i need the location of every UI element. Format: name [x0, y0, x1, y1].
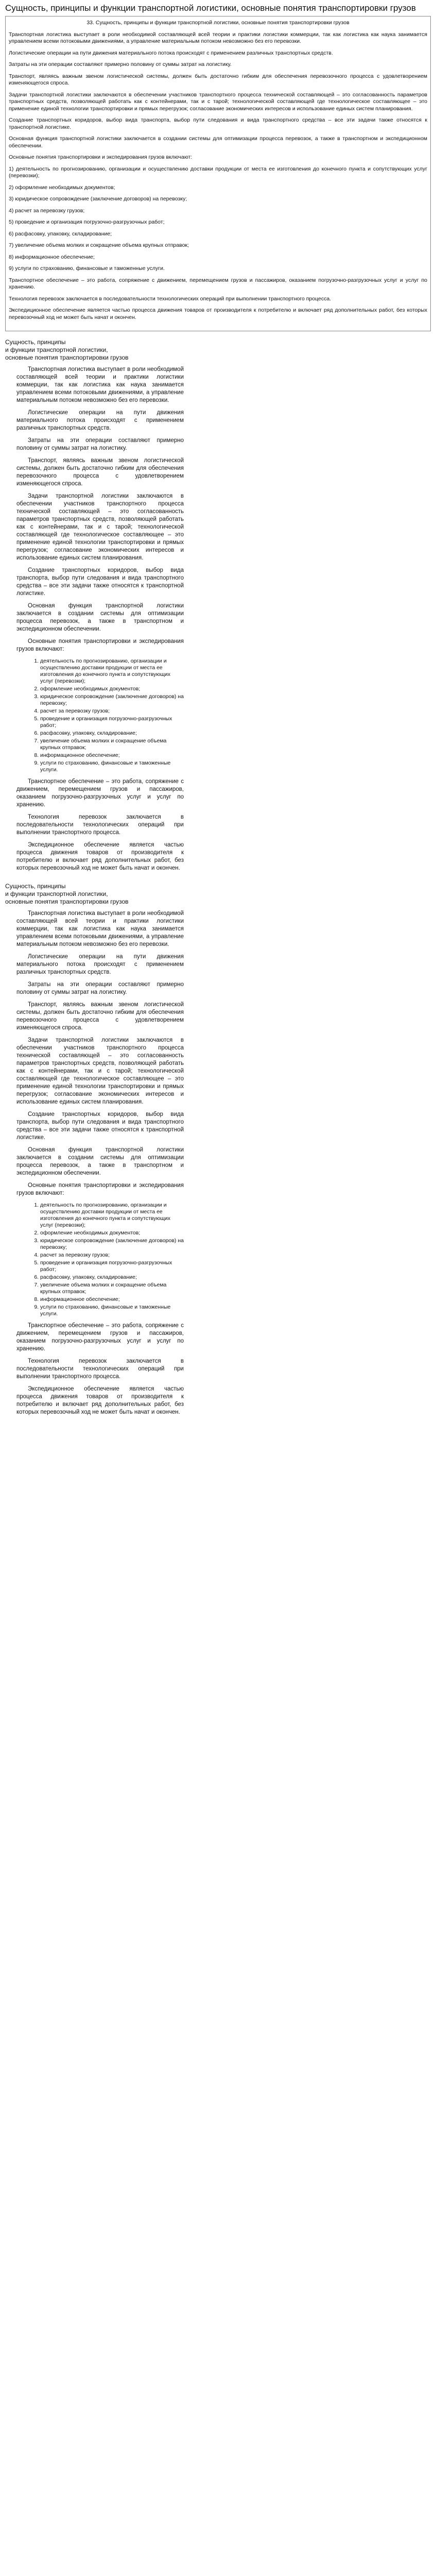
section-header-line: Сущность, принципы	[5, 338, 66, 346]
frame-paragraph: Логистические операции на пути движения материального потока происходят с применением различных транспортных средств.	[9, 49, 333, 56]
frame-paragraph: Экспедиционное обеспечение является частью процесса движения товаров от производителя к потребителю и включает ряд дополнительных работ, без которых перевозочный ход не может быть начат и окончен.	[9, 307, 427, 320]
article-paragraph: Транспортное обеспечение – это работа, сопряжение с движением, перемещением грузов и пассажиров, оказанием погрузочно-разгрузочных услуг и услуг по хранению.	[16, 778, 184, 808]
list-item: 4. расчет за перевозку грузов;	[40, 1252, 184, 1259]
section-header-line: основные понятия транспортировки грузов	[5, 898, 129, 905]
article-paragraph: Затраты на эти операции составляют примерно половину от суммы затрат на логистику.	[16, 437, 184, 451]
article-paragraph: Экспедиционное обеспечение является частью процесса движения товаров от производителя к потребителю и включает ряд дополнительных работ, без которых перевозочный ход не может быть начат и окончен.	[16, 1386, 184, 1415]
section-header-line: Сущность, принципы	[5, 883, 66, 890]
frame-paragraph: 4) расчет за перевозку грузов;	[9, 207, 85, 214]
list-item: 5. проведение и организация погрузочно-разгрузочных работ;	[40, 1260, 184, 1273]
section-header	[5, 883, 431, 906]
list-item: 1. деятельность по прогнозированию, организации и осуществлению доставки продукции от места ее изготовления до конечного пункта и сопутствующих услуг (перевозки);	[40, 658, 184, 685]
frame-paragraph: Транспортная логистика выступает в роли необходимой составляющей всей теории и практики логистики коммерции, так как логистика как наука занимается управлением всеми потоковыми движениями, а управление материальным потоком невозможно без его перевозки.	[9, 31, 427, 44]
frame-paragraph: 5) проведение и организация погрузочно-разгрузочных работ;	[9, 219, 165, 225]
article-paragraph: Технология перевозок заключается в последовательности технологических операций при выполнении транспортного процесса.	[16, 1358, 184, 1380]
section-header-line: и функции транспортной логистики,	[5, 346, 108, 353]
frame-paragraph: Транспортное обеспечение – это работа, сопряжение с движением, перемещением грузов и пассажиров, оказанием погрузочно-разгрузочных услуг и услуг по хранению.	[9, 277, 427, 290]
list-item: 6. расфасовку, упаковку, складирование;	[40, 730, 184, 737]
frame-paragraph: Создание транспортных коридоров, выбор вида транспорта, выбор пути следования и вида транспортного средства – все эти задачи также относятся к транспортной логистике.	[9, 117, 427, 130]
article-paragraph: Логистические операции на пути движения материального потока происходят с применением различных транспортных средств.	[16, 410, 184, 431]
article-list	[16, 658, 184, 773]
article-paragraph: Транспорт, являясь важным звеном логистической системы, должен быть достаточно гибким для обеспечения перевозочного процесса с удовлетворением изменяющегося спроса.	[16, 1002, 184, 1031]
article-paragraph: Затраты на эти операции составляют примерно половину от суммы затрат на логистику.	[16, 981, 184, 995]
frame-paragraph: Основные понятия транспортировки и экспедирования грузов включают:	[9, 154, 193, 160]
article-paragraph: Транспортная логистика выступает в роли необходимой составляющей всей теории и практики логистики коммерции, так как логистика как наука занимается управлением всеми потоковыми движениями, а управление материальным потоком невозможно без его перевозки.	[16, 366, 184, 403]
article-paragraph: Экспедиционное обеспечение является частью процесса движения товаров от производителя к потребителю и включает ряд дополнительных работ, без которых перевозочный ход не может быть начат и окончен.	[16, 842, 184, 871]
list-item: 9. услуги по страхованию, финансовые и таможенные услуги.	[40, 760, 184, 773]
list-item: 1. деятельность по прогнозированию, организации и осуществлению доставки продукции от места ее изготовления до конечного пункта и сопутствующих услуг (перевозки);	[40, 1202, 184, 1229]
article-paragraph: Основная функция транспортной логистики заключается в создании системы для оптимизации процесса перевозок, а также в транспортном и экспедиционном обеспечении.	[16, 1147, 184, 1176]
list-item: 2. оформление необходимых документов;	[40, 686, 184, 692]
frame-paragraph: Затраты на эти операции составляют примерно половину от суммы затрат на логистику.	[9, 61, 232, 67]
article-paragraph: Создание транспортных коридоров, выбор вида транспорта, выбор пути следования и вида транспортного средства – все эти задачи также относятся к транспортной логистике.	[16, 567, 184, 597]
article-paragraph: Основная функция транспортной логистики заключается в создании системы для оптимизации процесса перевозок, а также в транспортном и экспедиционном обеспечении.	[16, 603, 184, 632]
list-item: 2. оформление необходимых документов;	[40, 1230, 184, 1236]
frame-paragraph: 6) расфасовку, упаковку, складирование;	[9, 230, 112, 237]
frame-heading: 33. Сущность, принципы и функции транспортной логистики, основные понятия транспортировки грузов	[86, 20, 350, 26]
frame-paragraph: 1) деятельность по прогнозированию, организации и осуществлению доставки продукции от места ее изготовления до конечного пункта и сопутствующих услуг (перевозки);	[9, 165, 427, 179]
list-item: 7. увеличение объема молких и сокращение объема крупных отправок;	[40, 738, 184, 751]
list-item: 5. проведение и организация погрузочно-разгрузочных работ;	[40, 716, 184, 729]
list-item: 6. расфасовку, упаковку, складирование;	[40, 1274, 184, 1281]
article-column	[5, 366, 184, 872]
list-item: 3. юридическое сопровождение (заключение договоров) на перевозку;	[40, 693, 184, 707]
article-paragraph: Основные понятия транспортировки и экспедирования грузов включают:	[16, 638, 184, 652]
frame-paragraph: 9) услуги по страхованию, финансовые и таможенные услуги.	[9, 265, 165, 272]
article-paragraph: Технология перевозок заключается в последовательности технологических операций при выполнении транспортного процесса.	[16, 814, 184, 836]
section-header-line: основные понятия транспортировки грузов	[5, 354, 129, 361]
frame-paragraph: Задачи транспортной логистики заключаются в обеспечении участников транспортного процесса технической составляющей – это согласованность параметров транспортных средств, позволяющей работать как с контейнерами, так и с тарой; технологической составляющей где технологическое составляющее – это применение единой технологии транспортировки и прямых перегрузок; согласование экономических интересов и использование единых систем планирования.	[9, 91, 427, 112]
section-header-line: и функции транспортной логистики,	[5, 890, 108, 897]
article-paragraph: Транспортное обеспечение – это работа, сопряжение с движением, перемещением грузов и пассажиров, оказанием погрузочно-разгрузочных услуг и услуг по хранению.	[16, 1323, 184, 1352]
frame-paragraph: Транспорт, являясь важным звеном логистической системы, должен быть достаточно гибким для обеспечения перевозочного процесса с удовлетворением изменяющегося спроса.	[9, 73, 427, 86]
list-item: 4. расчет за перевозку грузов;	[40, 708, 184, 715]
frame-paragraph: 3) юридическое сопровождение (заключение договоров) на перевозку;	[9, 196, 187, 202]
frame-paragraph: 8) информационное обеспечение;	[9, 253, 95, 260]
article-column	[5, 910, 184, 1416]
article-paragraph: Логистические операции на пути движения материального потока происходят с применением различных транспортных средств.	[16, 954, 184, 975]
article-paragraph: Основные понятия транспортировки и экспедирования грузов включают:	[16, 1182, 184, 1196]
list-item: 7. увеличение объема молких и сокращение объема крупных отправок;	[40, 1282, 184, 1295]
list-item: 8. информационное обеспечение;	[40, 752, 184, 759]
article-paragraph: Задачи транспортной логистики заключаются в обеспечении участников транспортного процесса технической составляющей – это согласованность параметров транспортных средств, позволяющей работать как с контейнерами, так и с тарой; технологической составляющей где технологическое составляющее – это применение единой технологии транспортировки и прямых перегрузок; согласование экономических интересов и использование единых систем планирования.	[16, 493, 184, 561]
list-item: 3. юридическое сопровождение (заключение договоров) на перевозку;	[40, 1238, 184, 1251]
frame-paragraph: 2) оформление необходимых документов;	[9, 184, 115, 191]
section-header	[5, 338, 431, 362]
page-title: Сущность, принципы и функции транспортной логистики, основные понятия транспортировки грузов	[5, 3, 416, 13]
frame-paragraph: Технология перевозок заключается в последовательности технологических операций при выполнении транспортного процесса.	[9, 295, 332, 302]
article-list	[16, 1202, 184, 1317]
article-paragraph: Транспорт, являясь важным звеном логистической системы, должен быть достаточно гибким для обеспечения перевозочного процесса с удовлетворением изменяющегося спроса.	[16, 457, 184, 487]
article-paragraph: Задачи транспортной логистики заключаются в обеспечении участников транспортного процесса технической составляющей – это согласованность параметров транспортных средств, позволяющей работать как с контейнерами, так и с тарой; технологической составляющей где технологическое составляющее – это применение единой технологии транспортировки и прямых перегрузок; согласование экономических интересов и использование единых систем планирования.	[16, 1037, 184, 1105]
document-preview-frame	[5, 16, 431, 331]
article-paragraph: Создание транспортных коридоров, выбор вида транспорта, выбор пути следования и вида транспортного средства – все эти задачи также относятся к транспортной логистике.	[16, 1111, 184, 1141]
frame-paragraph: 7) увеличение объема молких и сокращение объема крупных отправок;	[9, 242, 189, 248]
article-paragraph: Транспортная логистика выступает в роли необходимой составляющей всей теории и практики логистики коммерции, так как логистика как наука занимается управлением всеми потоковыми движениями, а управление материальным потоком невозможно без его перевозки.	[16, 910, 184, 947]
list-item: 9. услуги по страхованию, финансовые и таможенные услуги.	[40, 1304, 184, 1317]
frame-paragraph: Основная функция транспортной логистики заключается в создании системы для оптимизации процесса перевозок, а также в транспортном и экспедиционном обеспечении.	[9, 135, 427, 149]
list-item: 8. информационное обеспечение;	[40, 1296, 184, 1303]
